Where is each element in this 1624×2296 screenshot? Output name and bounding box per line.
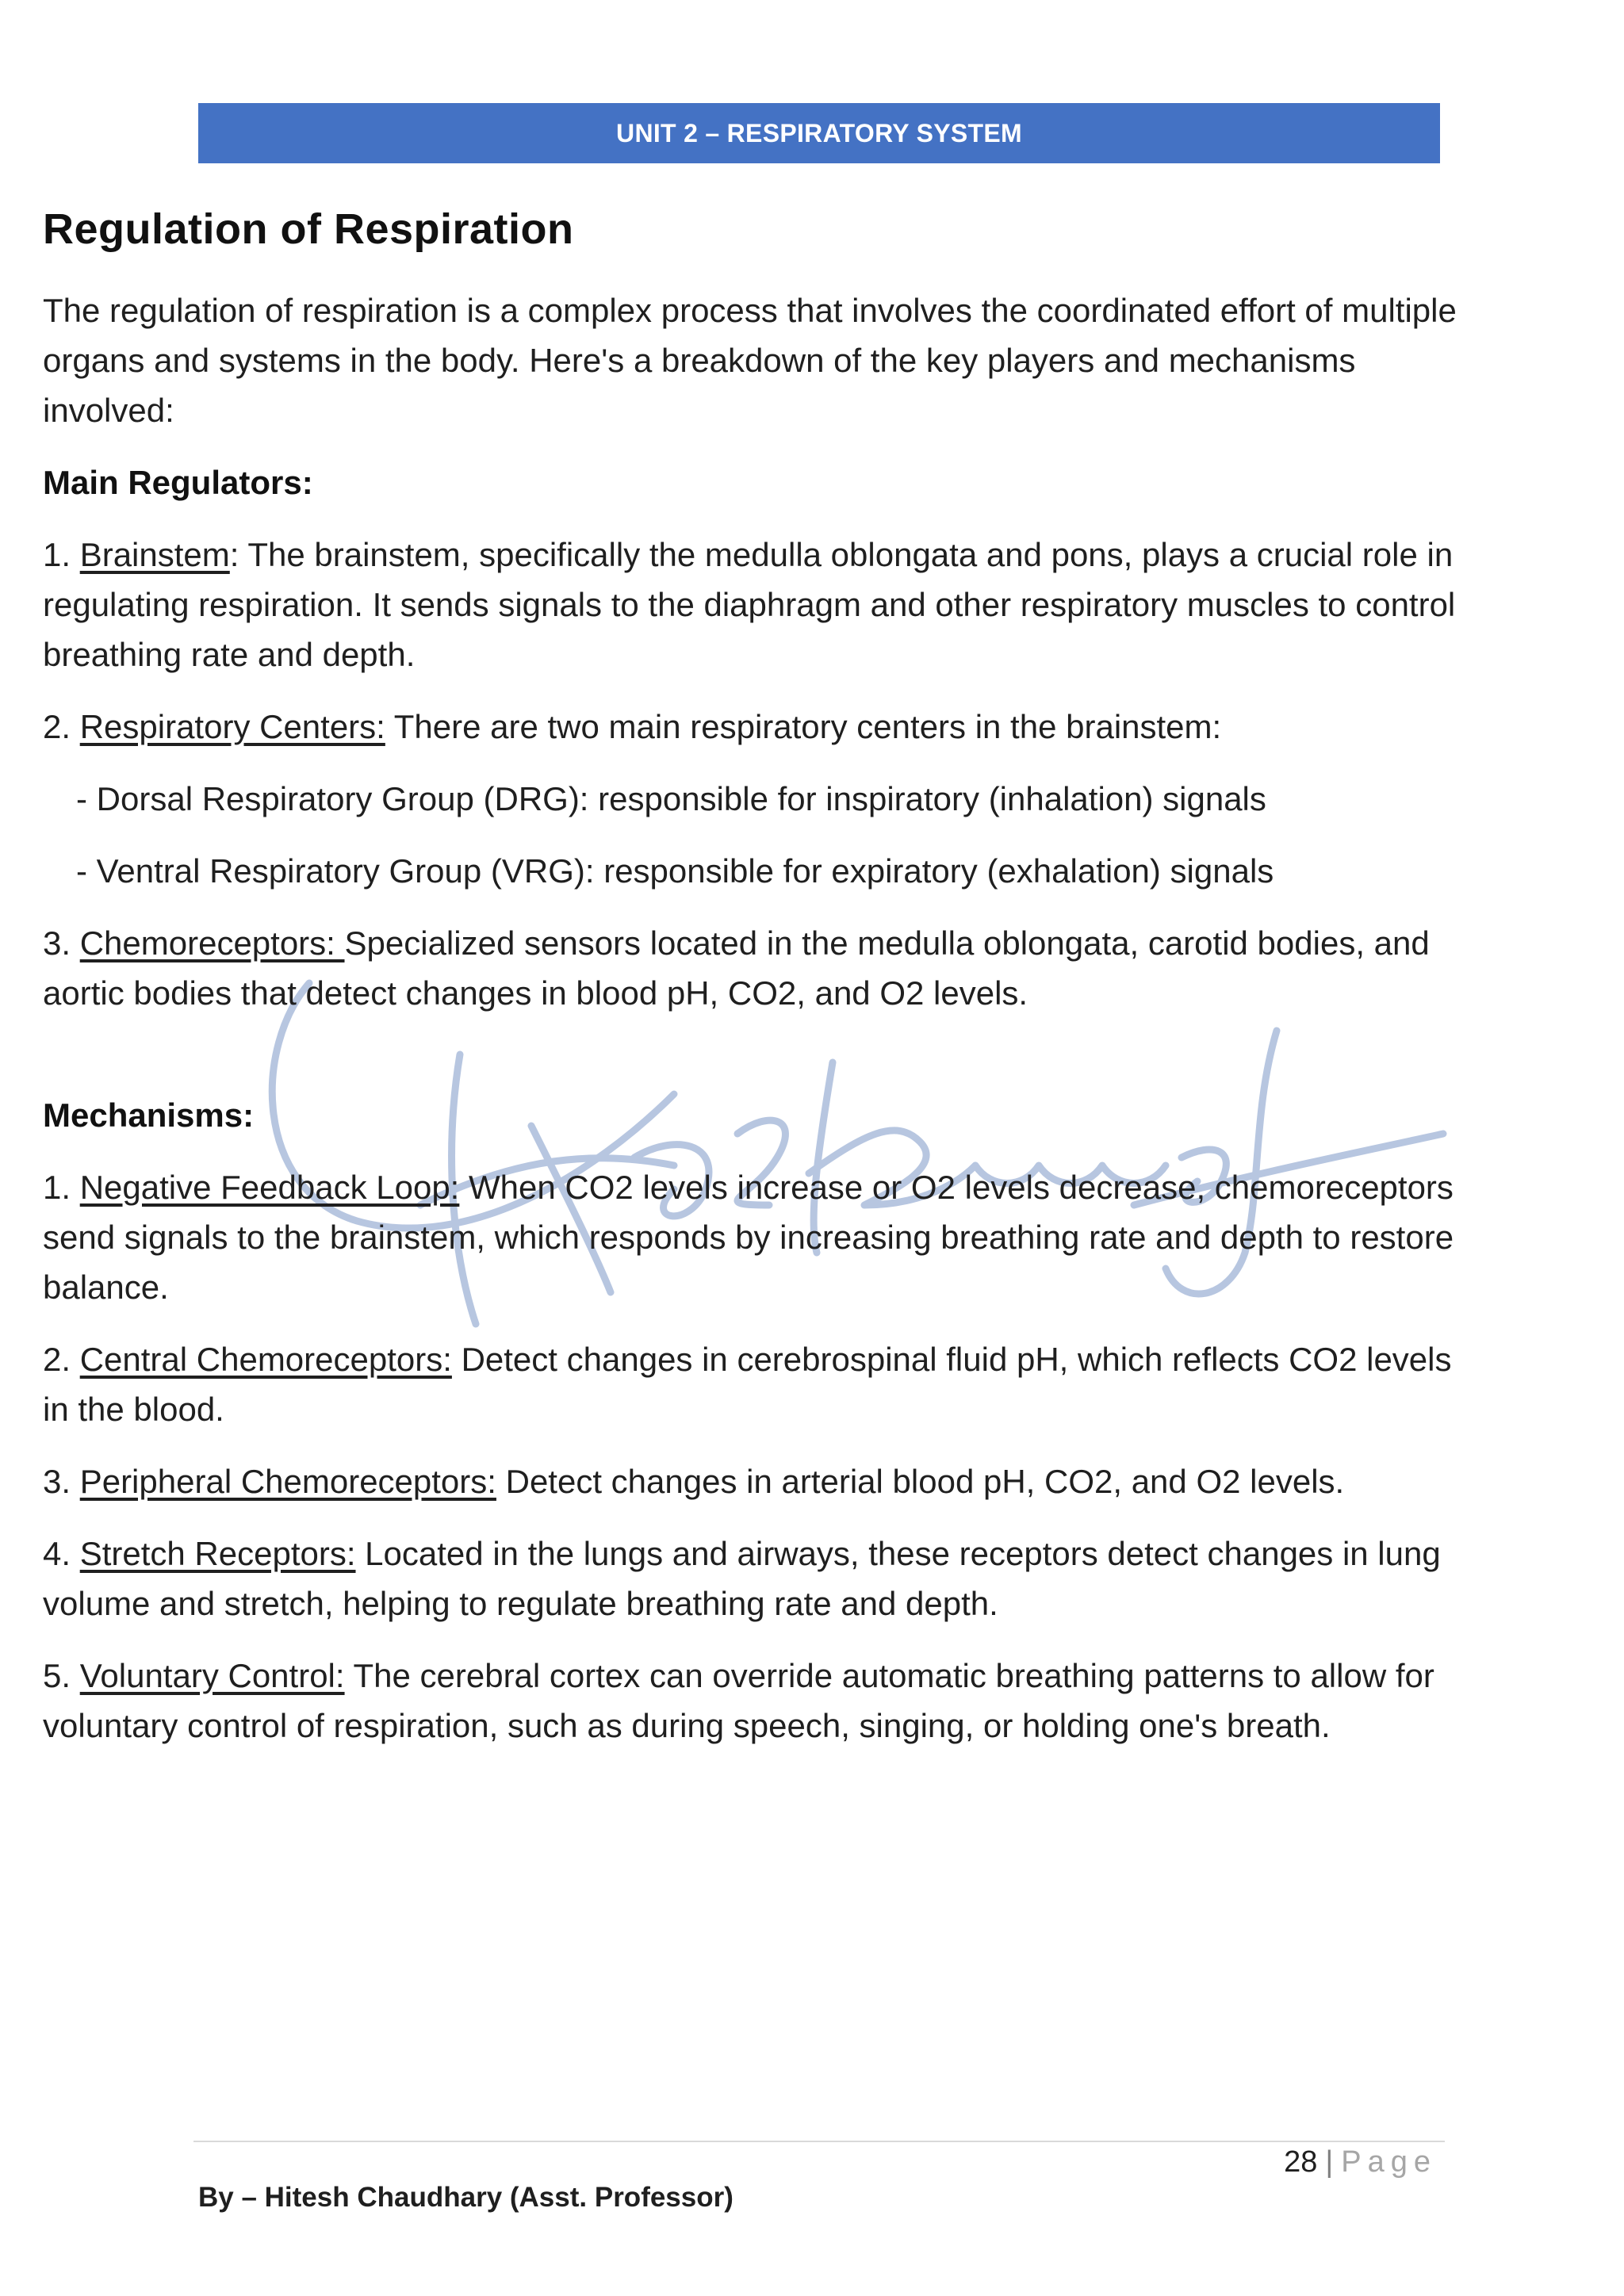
- regulator-subitem: - Dorsal Respiratory Group (DRG): responsible for inspiratory (inhalation) signals: [76, 780, 1266, 817]
- intro-paragraph: The regulation of respiration is a complex process that involves the coordinated effort of multiple organs and systems in the body. Here's a breakdown of the key players and mechanisms involved:: [43, 292, 1457, 429]
- mechanisms-heading: Mechanisms:: [43, 1096, 255, 1134]
- unit-header-bar: [198, 103, 1440, 163]
- regulator-term: Brainstem: [79, 536, 230, 573]
- page-content: [43, 205, 1462, 1773]
- mechanism-item: 4. Stretch Receptors: Located in the lungs and airways, these receptors detect changes in lung volume and stretch, helping to regulate breathing rate and depth.: [43, 1535, 1441, 1622]
- regulator-item: 2. Respiratory Centers: There are two main respiratory centers in the brainstem:: [43, 708, 1222, 745]
- mechanism-term: Central Chemoreceptors:: [79, 1341, 452, 1378]
- mechanism-item: 3. Peripheral Chemoreceptors: Detect changes in arterial blood pH, CO2, and O2 levels.: [43, 1463, 1345, 1500]
- page-label: Page: [1341, 2145, 1437, 2179]
- mechanism-item: 2. Central Chemoreceptors: Detect changes in cerebrospinal fluid pH, which reflects CO2 levels in the blood.: [43, 1341, 1452, 1428]
- section-spacer: [43, 1040, 1462, 1090]
- mechanism-term: Peripheral Chemoreceptors:: [79, 1463, 496, 1500]
- mechanism-term: Stretch Receptors:: [79, 1535, 356, 1572]
- regulator-subitem: - Ventral Respiratory Group (VRG): responsible for expiratory (exhalation) signals: [76, 852, 1274, 890]
- author-credit: By – Hitesh Chaudhary (Asst. Professor): [198, 2182, 733, 2213]
- regulator-term: Chemoreceptors:: [79, 924, 345, 962]
- page-number: [1284, 2145, 1437, 2179]
- mechanism-item: 1. Negative Feedback Loop: When CO2 levels increase or O2 levels decrease, chemoreceptors send signals to the brainstem, which responds by increasing breathing rate and depth to restore balance.: [43, 1169, 1454, 1306]
- regulators-heading: Main Regulators:: [43, 464, 313, 501]
- regulator-term: Respiratory Centers:: [79, 708, 385, 745]
- regulator-item: 3. Chemoreceptors: Specialized sensors located in the medulla oblongata, carotid bodies, and aortic bodies that detect changes in blood pH, CO2, and O2 levels.: [43, 924, 1430, 1012]
- mechanism-term: Negative Feedback Loop:: [79, 1169, 460, 1206]
- page-number-separator: |: [1325, 2145, 1334, 2179]
- regulator-item: 1. Brainstem: The brainstem, specifically the medulla oblongata and pons, plays a crucial role in regulating respiration. It sends signals to the diaphragm and other respiratory muscles to control breathing rate and depth.: [43, 536, 1456, 673]
- mechanism-term: Voluntary Control:: [79, 1657, 345, 1694]
- mechanism-item: 5. Voluntary Control: The cerebral cortex can override automatic breathing patterns to allow for voluntary control of respiration, such as during speech, singing, or holding one's breath.: [43, 1657, 1434, 1744]
- footer-divider: [193, 2141, 1445, 2142]
- page-number-value: 28: [1284, 2145, 1318, 2179]
- unit-header-title: UNIT 2 – RESPIRATORY SYSTEM: [616, 118, 1022, 147]
- page-title: Regulation of Respiration: [43, 205, 574, 253]
